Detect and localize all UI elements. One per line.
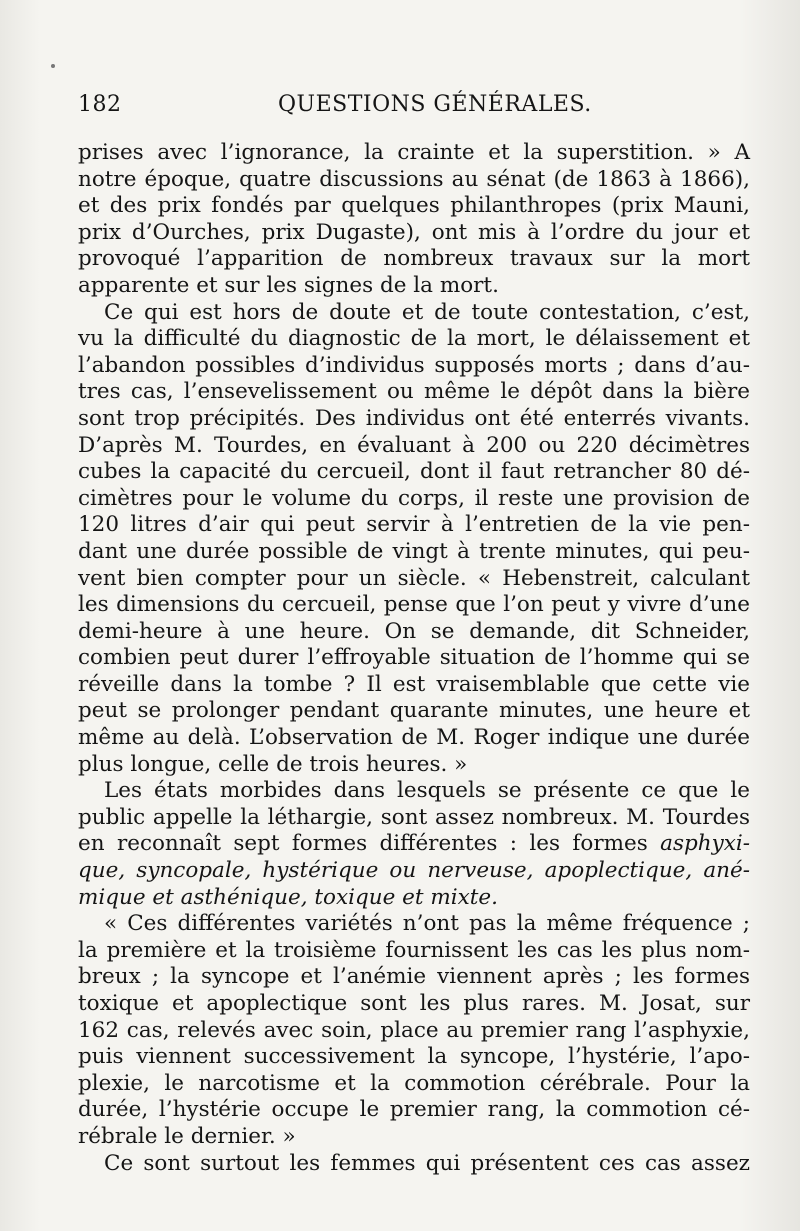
text-line-roman: en reconnaît sept formes différentes : les formes (78, 831, 648, 857)
text-line: mique et asthénique, toxique et mixte. (78, 884, 498, 910)
text-line: et des prix fondés par quelques philanthropes (prix Mauni, (78, 193, 750, 219)
text-line: sont trop précipités. Des individus ont été enterrés vivants. (78, 405, 750, 431)
text-line: les dimensions du cercueil, pense que l’on peut y vivre d’une (78, 592, 750, 618)
text-line: rébrale le dernier. » (78, 1123, 296, 1149)
text-line: notre époque, quatre discussions au sénat (de 1863 à 1866), (78, 166, 750, 192)
text-line: vu la difficulté du diagnostic de la mort, le délaissement et (78, 326, 750, 352)
page-header (0, 92, 800, 122)
text-line: la première et la troisième fournissent les cas les plus nom- (78, 937, 750, 963)
text-line: 162 cas, relevés avec soin, place au premier rang l’asphyxie, (78, 1017, 750, 1043)
text-line: prises avec l’ignorance, la crainte et la superstition. » A (78, 140, 750, 165)
body-text (78, 140, 750, 1177)
text-line: dant une durée possible de vingt à trente minutes, qui peu- (78, 538, 750, 564)
text-line: demi-heure à une heure. On se demande, dit Schneider, (78, 618, 750, 644)
text-line: vent bien compter pour un siècle. « Hebenstreit, calculant (78, 565, 750, 591)
page-number: 182 (78, 92, 122, 117)
text-line: peut se prolonger pendant quarante minutes, une heure et (78, 698, 750, 724)
text-line: « Ces différentes variétés n’ont pas la même fréquence ; (104, 911, 750, 937)
text-line: cimètres pour le volume du corps, il reste une provision de (78, 485, 750, 511)
text-line: breux ; la syncope et l’anémie viennent après ; les formes (78, 964, 750, 990)
text-line: 120 litres d’air qui peut servir à l’entretien de la vie pen- (78, 512, 750, 538)
text-line: durée, l’hystérie occupe le premier rang, la commotion cé- (78, 1097, 750, 1123)
text-line: Ce sont surtout les femmes qui présentent ces cas assez (104, 1150, 750, 1176)
text-line: combien peut durer l’effroyable situation de l’homme qui se (78, 645, 750, 671)
text-line: plexie, le narcotisme et la commotion cérébrale. Pour la (78, 1070, 750, 1096)
text-line: D’après M. Tourdes, en évaluant à 200 ou 220 décimètres (78, 432, 750, 458)
text-line: prix d’Ourches, prix Dugaste), ont mis à l’ordre du jour et (78, 219, 750, 245)
text-line (78, 831, 750, 858)
ink-speck (51, 64, 55, 68)
text-line: réveille dans la tombe ? Il est vraisemblable que cette vie (78, 671, 750, 697)
text-line: apparente et sur les signes de la mort. (78, 272, 499, 298)
text-line-italic: asphyxi- (660, 831, 750, 857)
text-line: l’abandon possibles d’individus supposés morts ; dans d’au- (78, 352, 750, 378)
text-line: Ce qui est hors de doute et de toute contestation, c’est, (104, 299, 750, 325)
text-line: que, syncopale, hystérique ou nerveuse, apoplectique, ané- (78, 858, 750, 884)
text-line: même au delà. L’observation de M. Roger indique une durée (78, 725, 750, 751)
text-line: plus longue, celle de trois heures. » (78, 751, 468, 777)
text-line: cubes la capacité du cercueil, dont il faut retrancher 80 dé- (78, 459, 750, 485)
text-line: toxique et apoplectique sont les plus rares. M. Josat, sur (78, 991, 750, 1016)
text-line: Les états morbides dans lesquels se présente ce que le (104, 778, 750, 804)
text-line: provoqué l’apparition de nombreux travaux sur la mort (78, 246, 750, 272)
running-head: QUESTIONS GÉNÉRALES. (278, 92, 592, 117)
text-line: tres cas, l’ensevelissement ou même le dépôt dans la bière (78, 379, 750, 405)
text-line: puis viennent successivement la syncope, l’hystérie, l’apo- (78, 1044, 750, 1070)
text-line: public appelle la léthargie, sont assez nombreux. M. Tourdes (78, 804, 750, 830)
